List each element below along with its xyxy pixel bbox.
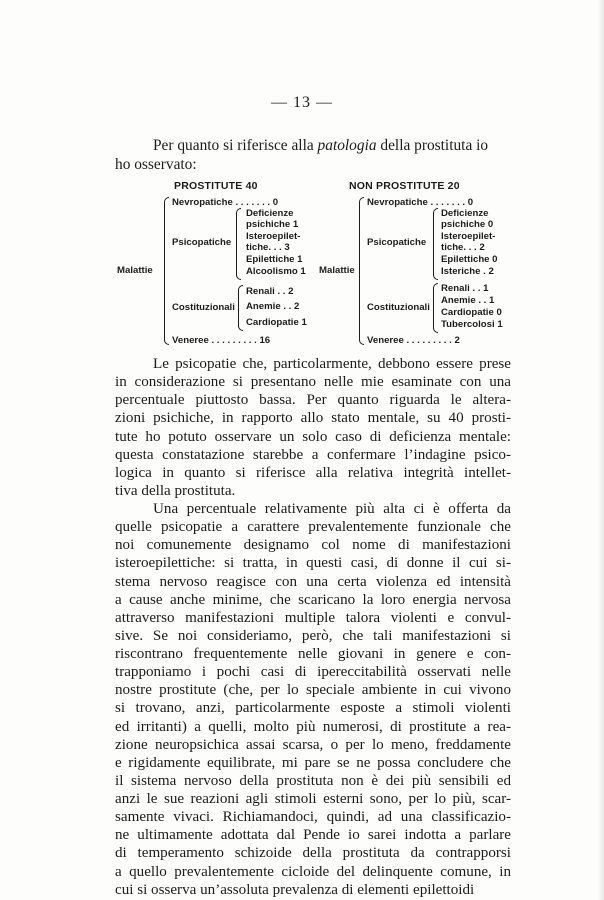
table-right-psicopatiche: Psicopatiche (367, 237, 427, 248)
table-right-veneree: Veneree . . . . . . . . . 2 (367, 335, 460, 346)
table-right-costit-item: Tubercolosi 1 (441, 319, 503, 330)
table-left-psico-item: Alcoolismo 1 (246, 266, 306, 277)
body-line: a quello prevalentemente cicloide del delinquente comune, in (115, 863, 511, 880)
body-line: di temperamento schizoide della prostituta da contrapporsi (115, 845, 511, 862)
body-line: Le psicopatie che, particolarmente, debbono essere prese (153, 356, 511, 372)
intro-emphasis: patologia (317, 137, 377, 154)
table-left-costit-item: Anemie . . 2 (246, 301, 300, 312)
table-right-main-brace (359, 197, 364, 345)
table-left-heading: PROSTITUTE 40 (174, 180, 258, 192)
body-line: nostre prostitute (che, per lo speciale ambiente in cui vivono (115, 682, 511, 699)
body-line: logica in quanto si riferisce alla relativa integrità intellet- (115, 464, 511, 481)
body-line: samente vivaci. Richiamandoci, quindi, ad una classificazio- (115, 809, 511, 826)
table-right-psico-item: Epilettiche 0 (441, 254, 498, 265)
body-line: in considerazione si presentano nelle mie esaminate con una (115, 374, 511, 391)
table-left-costit-item: Renali . . 2 (246, 286, 294, 297)
page-number: — 13 — (271, 94, 333, 111)
body-line: trapponiamo i pochi casi di ipereccitabilità osservati nelle (115, 664, 511, 681)
body-line: Una percentuale relativamente più alta ci è offerta da (153, 501, 511, 517)
table-right-costit-item: Anemie . . 1 (441, 295, 495, 306)
table-left-psico-item: Deficienze (246, 208, 294, 219)
table-left-group-label: Malattie (117, 265, 153, 276)
body-line: tiva della prostituta. (115, 482, 236, 499)
body-line: cui si osserva un’assoluta prevalenza di elementi epilettoidi (115, 881, 475, 898)
table-left-main-brace (164, 197, 169, 345)
table-right-heading: NON PROSTITUTE 20 (349, 180, 460, 192)
table-left-nevropatiche: Nevropatiche . . . . . . . 0 (172, 197, 279, 208)
body-line: percentuale piuttosto bassa. Per quanto riguarda le altera- (115, 392, 511, 409)
table-right-psico-item: Deficienze (441, 208, 489, 219)
table-right-psico-item: Isteroepilet- (441, 231, 496, 242)
table-left-psico-brace (236, 208, 241, 280)
table-left-psico-item: psichiche 1 (246, 219, 299, 230)
body-line: a cause anche minime, che scaricano la loro energia nervosa (115, 591, 511, 608)
table-right-nevropatiche: Nevropatiche . . . . . . . 0 (367, 197, 474, 208)
table-left-psico-item: Isteroepilet- (246, 231, 301, 242)
table-right-psico-item: tiche. . . 2 (441, 242, 485, 253)
table-right-group-label: Malattie (319, 265, 355, 276)
table-right-psico-item: psichiche 0 (441, 219, 494, 230)
table-right-costit-brace (433, 283, 438, 333)
body-line: ed irritanti) a quelli, molto più numerosi, di prostitute a rea- (115, 718, 511, 735)
table-right-costit-item: Renali . . 1 (441, 283, 489, 294)
body-line: isteroepilettiche: si tratta, in questi casi, di donne il cui si- (115, 555, 511, 572)
table-left-psicopatiche: Psicopatiche (172, 237, 232, 248)
table-right-costit-item: Cardiopatie 0 (441, 307, 502, 318)
intro-text-b: della prostituta io (376, 137, 489, 154)
page-edge-shadow (598, 0, 604, 900)
body-line: attraverso manifestazioni multiple talora violenti e convul- (115, 609, 511, 626)
intro-paragraph (115, 136, 511, 174)
body-line: tute ho potuto osservare un solo caso di deficienza mentale: (115, 428, 511, 445)
body-line: il sistema nervoso della prostituta non è dei più sensibili ed (115, 772, 511, 789)
table-left-costituzionali: Costituzionali (172, 302, 235, 313)
body-line: e rigidamente equilibrate, mi pare se ne possa concludere che (115, 754, 511, 771)
body-line: zioni psichiche, in rapporto allo stato mentale, su 40 prosti- (115, 410, 511, 427)
intro-line-2: ho osservato: (115, 156, 197, 173)
body-line: zione neuropsichica assai scarsa, o per lo meno, freddamente (115, 736, 511, 753)
intro-line-1 (115, 136, 511, 155)
table-right-psico-brace (433, 208, 438, 280)
body-line: quelle psicopatie a carattere prevalentemente funzionale che (115, 519, 511, 536)
table-right-costituzionali: Costituzionali (367, 302, 430, 313)
table-left-psico-item: tiche. . . 3 (246, 242, 290, 253)
body-line: ne ultimamente adottata dal Pende io sarei indotta a parlare (115, 827, 511, 844)
body-line: riscontrano frequentemente nelle giovani in genere e con- (115, 646, 511, 662)
body-line: questa constatazione starebbe a confermare l’indagine psico- (115, 446, 511, 463)
body-line: si trovano, anzi, particolarmente esposte a stimoli violenti (115, 700, 511, 717)
table-left-costit-brace (238, 285, 243, 331)
body-line: noi comunemente designamo col nome di manifestazioni (115, 537, 511, 554)
intro-text-a: Per quanto si riferisce alla (153, 137, 318, 154)
table-left-psico-item: Epilettiche 1 (246, 254, 303, 265)
table-left-veneree: Veneree . . . . . . . . . 16 (172, 335, 271, 346)
table-right-psico-item: Isteriche . 2 (441, 266, 494, 277)
body-line: anzi le sue reazioni agli stimoli esterni sono, per lo più, scar- (115, 791, 511, 807)
table-left-costit-item: Cardiopatie 1 (246, 317, 307, 328)
body-line: stema nervoso reagisce con una certa violenza ed intensità (115, 573, 511, 590)
body-text (115, 355, 511, 899)
body-line: sive. Se noi consideriamo, però, che tali manifestazioni si (115, 627, 511, 644)
